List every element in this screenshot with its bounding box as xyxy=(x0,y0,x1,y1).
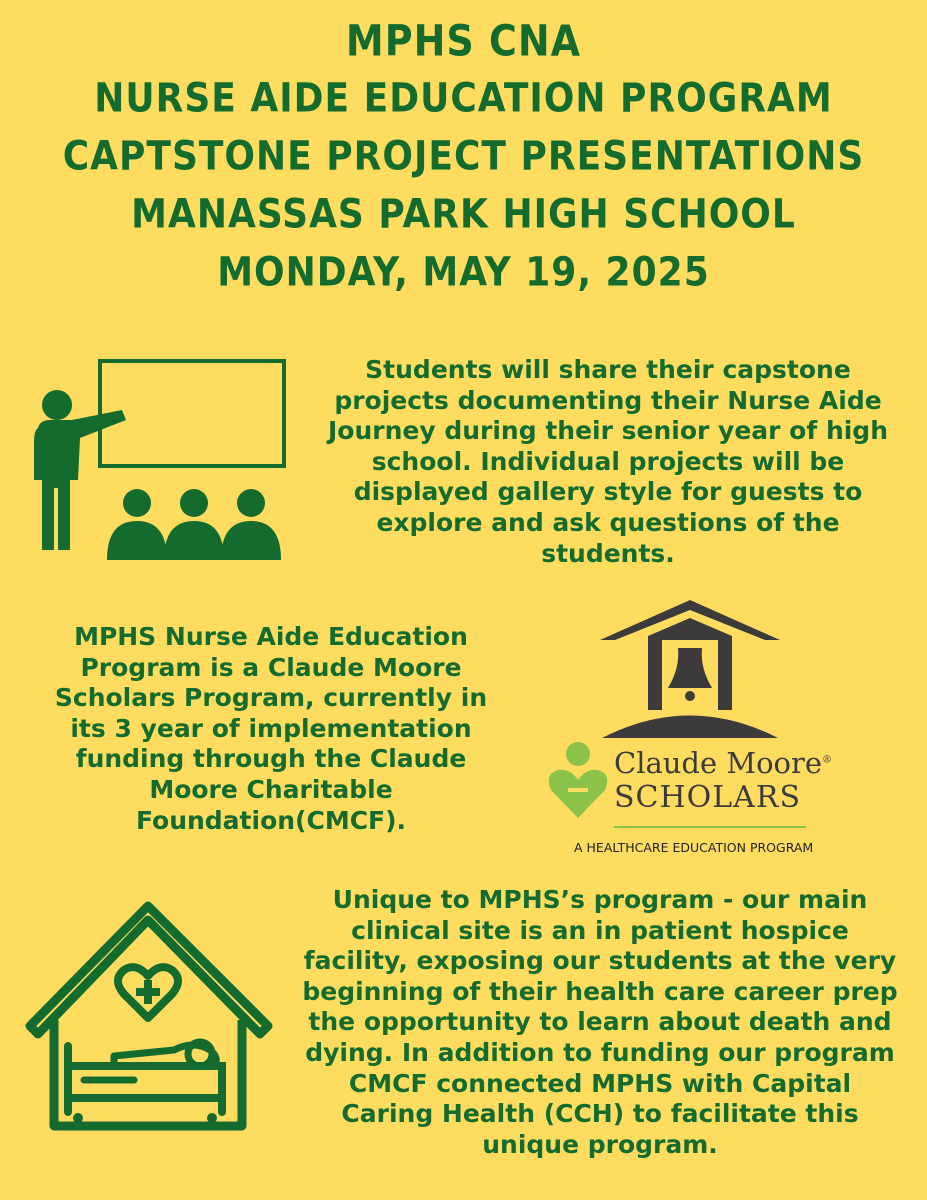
title-program: MPHS CNA xyxy=(345,16,582,66)
program-description: MPHS Nurse Aide Education Program is a Claude Moore Scholars Program, currently in its 3 year of implementation funding through the Claude Moore Charitable Foundation(CMCF). xyxy=(54,622,488,835)
heart-person-icon xyxy=(548,740,608,820)
logo-name-text: Claude Moore xyxy=(614,746,823,780)
logo-subtitle: SCHOLARS xyxy=(614,780,801,815)
title-program-name: NURSE AIDE EDUCATION PROGRAM xyxy=(94,75,833,122)
capstone-description: Students will share their capstone projects documenting their Nurse Aide Journey during their senior year of high school. Individual projects will be displayed gallery style for guests to explore and ask questions of the students. xyxy=(327,355,889,568)
header xyxy=(0,12,927,302)
teacher-presentation-icon xyxy=(22,358,292,568)
logo-divider xyxy=(614,826,806,828)
bell-house-icon xyxy=(600,598,790,743)
logo-tagline: A HEALTHCARE EDUCATION PROGRAM xyxy=(574,840,814,855)
title-school: MANASSAS PARK HIGH SCHOOL xyxy=(131,191,796,238)
registered-mark: ® xyxy=(822,754,833,766)
title-event: CAPTSTONE PROJECT PRESENTATIONS xyxy=(62,133,865,180)
title-date: MONDAY, MAY 19, 2025 xyxy=(217,249,710,296)
logo-name xyxy=(614,746,832,780)
unique-program-description: Unique to MPHS’s program - our main clinical site is an in patient hospice facility, exposing our students at the very beginning of their health care career prep the opportunity to learn about death and dying. In addition to funding our program CMCF connected MPHS with Capital Caring Health (CCH) to facilitate this unique program. xyxy=(302,885,898,1159)
hospice-house-bed-icon xyxy=(24,900,276,1140)
